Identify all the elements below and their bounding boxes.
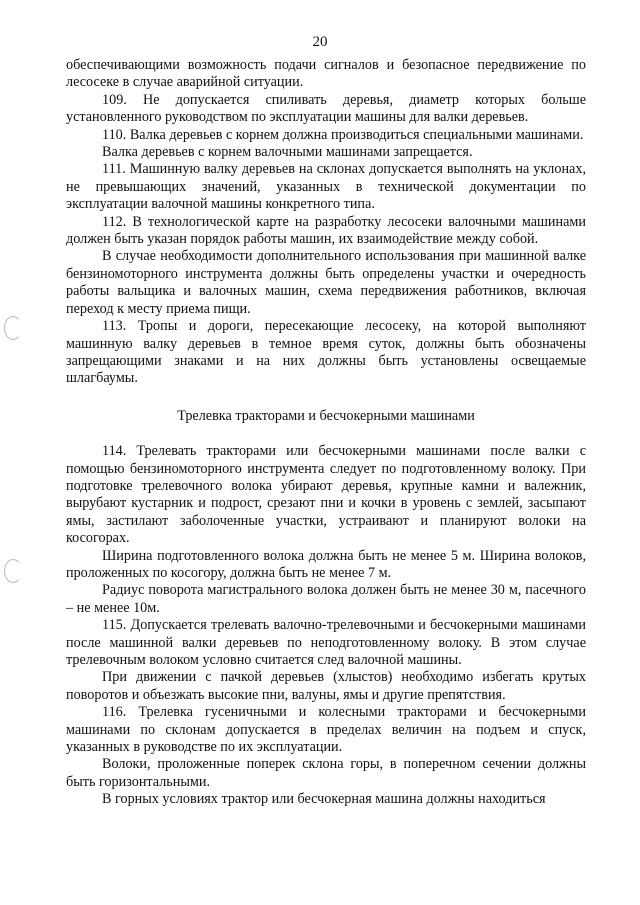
paragraph: 111. Машинную валку деревьев на склонах допускается выполнять на уклонах, не превышающих значений, указанных в технической документации по эксплуатации валочной машины конкретного типа. (66, 161, 586, 213)
paragraph: 114. Трелевать тракторами или бесчокерными машинами после валки с помощью бензиномоторного инструмента следует по подготовленному волоку. При подготовке трелевочного волока убирают деревья, крупные камни и валежник, вырубают кустарник и подрост, срезают пни и кочки в уровень с землей, засыпают ямы, застилают заболоченные участки, устраивают и планируют волоки на косогорах. (66, 443, 586, 547)
page-number: 20 (312, 34, 328, 50)
paragraph: 110. Валка деревьев с корнем должна производиться специальными машинами. (102, 126, 584, 143)
paragraph: В горных условиях трактор или бесчокерная машина должны находиться (102, 791, 546, 808)
section-heading: Трелевка тракторами и бесчокерными машинами (177, 407, 475, 424)
paragraph: 116. Трелевка гусеничными и колесными тракторами и бесчокерными машинами по склонам допускается в пределах величин на подъем и спуск, указанных в руководстве по их эксплуатации. (66, 704, 586, 756)
paragraph: Радиус поворота магистрального волока должен быть не менее 30 м, пасечного – не менее 10м. (66, 582, 586, 616)
paragraphs-top (66, 57, 586, 388)
paragraph: При движении с пачкой деревьев (хлыстов) необходимо избегать крутых поворотов и объезжать высокие пни, валуны, ямы и другие препятствия. (66, 669, 586, 703)
paragraph: 115. Допускается трелевать валочно-трелевочными и бесчокерными машинами после машинной валки деревьев по неподготовленному волоку. В этом случае трелевочным волоком условно считается след валочной машины. (66, 617, 586, 668)
paragraphs-bottom (66, 443, 586, 809)
paragraph: В случае необходимости дополнительного использования при машинной валке бензиномоторного инструмента должны быть определены участки и очередность работы вальщика и валочных машин, схема передвижения работников, включая переход к месту приема пищи. (66, 248, 586, 317)
paragraph: 109. Не допускается спиливать деревья, диаметр которых больше установленного руководством по эксплуатации машины для валки деревьев. (66, 91, 586, 126)
paragraph: Ширина подготовленного волока должна быть не менее 5 м. Ширина волоков, проложенных по косогору, должна быть не менее 7 м. (66, 547, 586, 581)
paragraph: 112. В технологической карте на разработку лесосеки валочными машинами должен быть указан порядок работы машин, их взаимодействие между собой. (66, 213, 586, 248)
paragraph: Валка деревьев с корнем валочными машинами запрещается. (102, 144, 473, 161)
punch-hole-mark (4, 316, 22, 340)
paragraph: Волоки, проложенные поперек склона горы, в поперечном сечении должны быть горизонтальными. (66, 756, 586, 790)
document-body (66, 57, 586, 809)
punch-hole-mark (4, 559, 22, 583)
paragraph: обеспечивающими возможность подачи сигналов и безопасное передвижение по лесосеке в случае аварийной ситуации. (66, 57, 586, 91)
paragraph: 113. Тропы и дороги, пересекающие лесосеку, на которой выполняют машинную валку деревьев в темное время суток, должны быть обозначены запрещающими знаками и на них должны быть установлены освещаемые шлагбаумы. (66, 318, 586, 387)
